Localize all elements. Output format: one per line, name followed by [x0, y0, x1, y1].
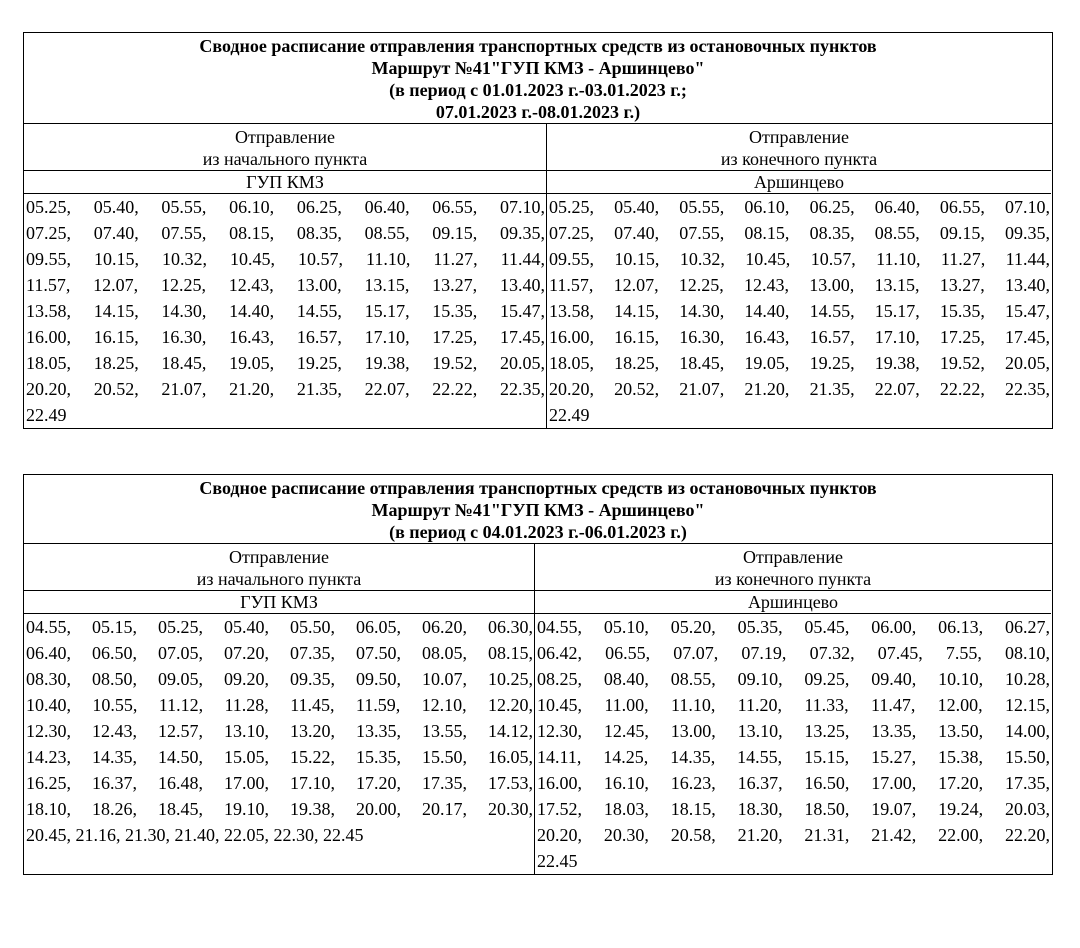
header-line: Отправление	[749, 127, 849, 147]
times-line: 04.55, 05.15, 05.25, 05.40, 05.50, 06.05, 06.20, 06.30,	[26, 617, 533, 637]
times-line: 13.58, 14.15, 14.30, 14.40, 14.55, 15.17, 15.35, 15.47,	[26, 301, 545, 321]
title-line: 07.01.2023 г.-08.01.2023 г.)	[435, 102, 641, 122]
departure-end-header	[535, 544, 1051, 591]
title-line: Маршрут №41"ГУП КМЗ - Аршинцево"	[371, 500, 705, 520]
header-line: Отправление	[229, 547, 329, 567]
times-line: 11.57, 12.07, 12.25, 12.43, 13.00, 13.15, 13.27, 13.40,	[549, 275, 1050, 295]
times-line: 10.40, 10.55, 11.12, 11.28, 11.45, 11.59, 12.10, 12.20,	[26, 695, 533, 715]
header-line: из конечного пункта	[720, 149, 878, 169]
stop-names	[24, 591, 1052, 614]
title-line: (в период с 04.01.2023 г.-06.01.2023 г.)	[389, 522, 687, 542]
times-line: 14.23, 14.35, 14.50, 15.05, 15.22, 15.35, 15.50, 16.05,	[26, 747, 533, 767]
times-line: 18.05, 18.25, 18.45, 19.05, 19.25, 19.38, 19.52, 20.05,	[26, 353, 545, 373]
column-headers	[24, 544, 1052, 591]
header-line: из начального пункта	[196, 569, 362, 589]
times-line: 06.42, 06.55, 07.07, 07.19, 07.32, 07.45, 7.55, 08.10,	[537, 643, 1050, 663]
column-headers	[24, 124, 1052, 171]
header-line: Отправление	[235, 127, 335, 147]
title-line: Сводное расписание отправления транспортных средств из остановочных пунктов	[199, 478, 877, 498]
title-line: Маршрут №41"ГУП КМЗ - Аршинцево"	[371, 58, 705, 78]
departure-start-header	[24, 544, 535, 591]
times-line: 12.30, 12.43, 12.57, 13.10, 13.20, 13.35, 13.55, 14.12,	[26, 721, 533, 741]
schedule-table-2	[23, 474, 1053, 875]
schedule-table-1	[23, 32, 1053, 429]
departure-end-header	[547, 124, 1051, 171]
times-line: 09.55, 10.15, 10.32, 10.45, 10.57, 11.10, 11.27, 11.44,	[549, 249, 1050, 269]
times-line: 18.05, 18.25, 18.45, 19.05, 19.25, 19.38, 19.52, 20.05,	[549, 353, 1050, 373]
start-times	[24, 614, 535, 874]
times-line: 18.10, 18.26, 18.45, 19.10, 19.38, 20.00, 20.17, 20.30,	[26, 799, 533, 819]
times-line: 06.40, 06.50, 07.05, 07.20, 07.35, 07.50, 08.05, 08.15,	[26, 643, 533, 663]
times-line: 07.25, 07.40, 07.55, 08.15, 08.35, 08.55, 09.15, 09.35,	[549, 223, 1050, 243]
times-line: 22.45	[537, 851, 578, 871]
title-line: (в период с 01.01.2023 г.-03.01.2023 г.;	[389, 80, 687, 100]
start-stop-name: ГУП КМЗ	[24, 591, 535, 614]
header-line: из конечного пункта	[714, 569, 872, 589]
times-row	[24, 614, 1052, 874]
times-line: 14.11, 14.25, 14.35, 14.55, 15.15, 15.27, 15.38, 15.50,	[537, 747, 1050, 767]
times-line: 12.30, 12.45, 13.00, 13.10, 13.25, 13.35, 13.50, 14.00,	[537, 721, 1050, 741]
times-line: 05.25, 05.40, 05.55, 06.10, 06.25, 06.40, 06.55, 07.10,	[549, 197, 1050, 217]
times-line: 20.45, 21.16, 21.30, 21.40, 22.05, 22.30, 22.45	[26, 825, 364, 845]
schedule-title	[24, 475, 1052, 544]
end-times	[535, 614, 1051, 874]
times-line: 16.00, 16.15, 16.30, 16.43, 16.57, 17.10, 17.25, 17.45,	[26, 327, 545, 347]
times-line: 11.57, 12.07, 12.25, 12.43, 13.00, 13.15, 13.27, 13.40,	[26, 275, 545, 295]
times-line: 16.00, 16.15, 16.30, 16.43, 16.57, 17.10, 17.25, 17.45,	[549, 327, 1050, 347]
times-line: 08.30, 08.50, 09.05, 09.20, 09.35, 09.50, 10.07, 10.25,	[26, 669, 533, 689]
end-stop-name: Аршинцево	[535, 591, 1051, 614]
times-line: 20.20, 20.52, 21.07, 21.20, 21.35, 22.07, 22.22, 22.35,	[26, 379, 545, 399]
times-line: 22.49	[26, 405, 67, 425]
times-line: 20.20, 20.30, 20.58, 21.20, 21.31, 21.42, 22.00, 22.20,	[537, 825, 1050, 845]
stop-names	[24, 171, 1052, 194]
times-line: 09.55, 10.15, 10.32, 10.45, 10.57, 11.10, 11.27, 11.44,	[26, 249, 545, 269]
times-line: 16.00, 16.10, 16.23, 16.37, 16.50, 17.00, 17.20, 17.35,	[537, 773, 1050, 793]
times-line: 10.45, 11.00, 11.10, 11.20, 11.33, 11.47, 12.00, 12.15,	[537, 695, 1050, 715]
start-times	[24, 194, 547, 428]
times-line: 13.58, 14.15, 14.30, 14.40, 14.55, 15.17, 15.35, 15.47,	[549, 301, 1050, 321]
times-line: 07.25, 07.40, 07.55, 08.15, 08.35, 08.55, 09.15, 09.35,	[26, 223, 545, 243]
times-line: 22.49	[549, 405, 590, 425]
times-line: 08.25, 08.40, 08.55, 09.10, 09.25, 09.40, 10.10, 10.28,	[537, 669, 1050, 689]
header-line: из начального пункта	[202, 149, 368, 169]
start-stop-name: ГУП КМЗ	[24, 171, 547, 194]
end-stop-name: Аршинцево	[547, 171, 1051, 194]
times-line: 04.55, 05.10, 05.20, 05.35, 05.45, 06.00, 06.13, 06.27,	[537, 617, 1050, 637]
times-line: 17.52, 18.03, 18.15, 18.30, 18.50, 19.07, 19.24, 20.03,	[537, 799, 1050, 819]
times-line: 16.25, 16.37, 16.48, 17.00, 17.10, 17.20, 17.35, 17.53,	[26, 773, 533, 793]
times-row	[24, 194, 1052, 428]
schedule-title	[24, 33, 1052, 124]
title-line: Сводное расписание отправления транспортных средств из остановочных пунктов	[199, 36, 877, 56]
times-line: 20.20, 20.52, 21.07, 21.20, 21.35, 22.07, 22.22, 22.35,	[549, 379, 1050, 399]
end-times	[547, 194, 1051, 428]
times-line: 05.25, 05.40, 05.55, 06.10, 06.25, 06.40, 06.55, 07.10,	[26, 197, 545, 217]
departure-start-header	[24, 124, 547, 171]
header-line: Отправление	[743, 547, 843, 567]
